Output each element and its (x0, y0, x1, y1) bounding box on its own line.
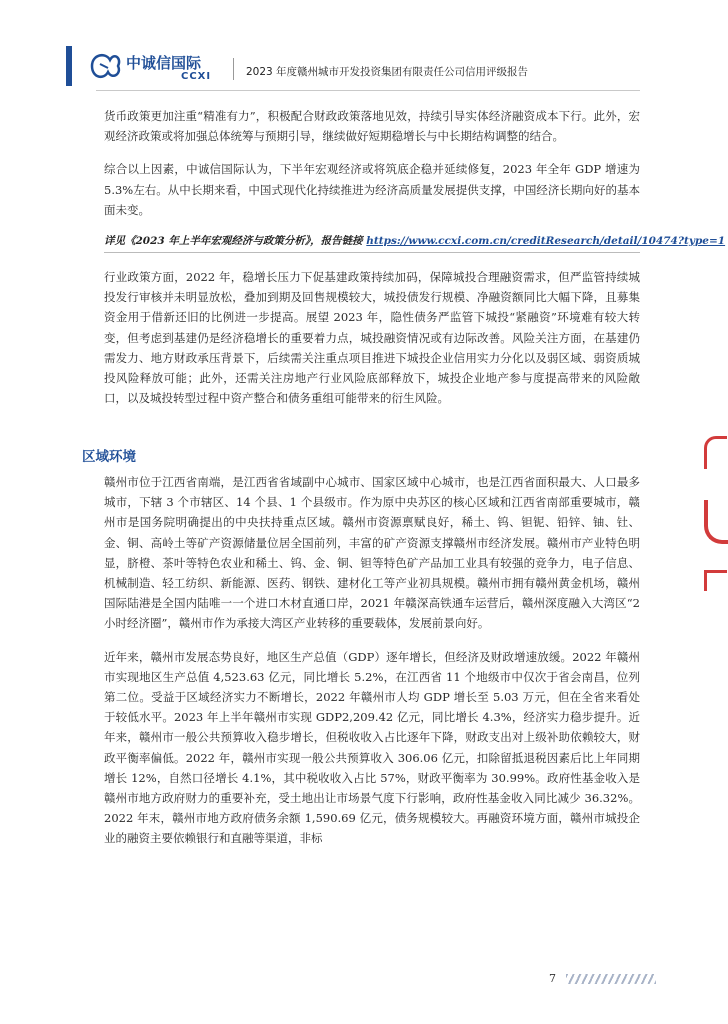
header-accent-bar (66, 46, 72, 86)
logo-english-name: CCXI (181, 71, 212, 82)
paragraph-ganzhou-economy: 近年来，赣州市发展态势良好，地区生产总值（GDP）逐年增长，但经济及财政增速放缓。2022 年赣州市实现地区生产总值 4,523.63 亿元，同比增长 5.2%，在江西省 11 个地级市中仅次于省会南昌，位列第二位。受益于区域经济实力不断增长，2022 年赣州市人均 GDP 增长至 5.03 万元，但在全省来看处于较低水平。2023 年上半年赣州市实现 GDP2,209.42 亿元，同比增长 4.3%，经济实力稳步提升。近年来，赣州市一般公共预算收入稳步增长，但税收收入占比逐年下降，财政支出对上级补助依赖较大，财政平衡率偏低。2022 年，赣州市实现一般公共预算收入 306.06 亿元，扣除留抵退税因素后比上年同期增长 12%，自然口径增长 4.1%，其中税收收入占比 57%，财政平衡率为 30.99%。政府性基金收入是赣州市地方政府财力的重要补充，受土地出让市场景气度下行影响，政府性基金收入同比减少 36.32%。2022 年末，赣州市地方政府债务余额 1,590.69 亿元，债务规模较大。再融资环境方面，赣州市城投企业的融资主要依赖银行和直融等渠道，非标 (104, 649, 640, 846)
ccxi-logo (84, 46, 234, 86)
page-number: 7 (549, 972, 556, 985)
seal-stamp-fragment (704, 570, 727, 591)
regional-section (104, 472, 640, 862)
seal-stamp-fragment (704, 500, 728, 544)
paragraph-ganzhou-overview: 赣州市位于江西省南端，是江西省省域副中心城市、国家区域中心城市，也是江西省面积最大、人口最多城市，下辖 3 个市辖区、14 个县、1 个县级市。作为原中央苏区的核心区域和江西省南部重要城市，赣州市是国务院明确提出的中央扶持重点区域。赣州市资源禀赋良好，稀土、钨、钽铌、铅锌、铀、钍、金、铜、高岭土等矿产资源储量位居全国前列，丰富的矿产资源支撑赣州市经济发展。赣州市产业特色明显，脐橙、茶叶等特色农业和稀土、钨、金、铜、钽等特色矿产品加工业具有较强的竞争力，电子信息、机械制造、轻工纺织、新能源、医药、钢铁、建材化工等产业初具规模。赣州市拥有赣州黄金机场，赣州国际陆港是全国内陆唯一一个进口木材直通口岸，2021 年赣深高铁通车运营后，赣州深度融入大湾区“2 小时经济圈”，赣州市作为承接大湾区产业转移的重要载体，发展前景向好。 (104, 475, 640, 631)
paragraph-gdp-outlook: 综合以上因素，中诚信国际认为，下半年宏观经济或将筑底企稳并延续修复，2023 年全年 GDP 增速为 5.3%左右。从中长期来看，中国式现代化持续推进为经济高质量发展提供支撑，中国经济长期向好的基本面未变。 (104, 162, 640, 217)
logo-chinese-name: 中诚信国际 (126, 54, 202, 72)
report-link-label: 详见《2023 年上半年宏观经济与政策分析》，报告链接 (104, 235, 363, 248)
report-title: 2023 年度赣州城市开发投资集团有限责任公司信用评级报告 (246, 66, 529, 78)
footer-decoration (566, 974, 656, 984)
logo-mark-icon (84, 46, 124, 86)
paragraph-industry-policy: 行业政策方面，2022 年，稳增长压力下促基建政策持续加码，保障城投合理融资需求，但严监管持续城投发行审核并未明显放松，叠加到期及回售规模较大，城投债发行规模、净融资额同比大幅下降，且募集资金用于借新还旧的比例进一步提高。展望 2023 年，隐性债务严监管下城投“紧融资”环境难有较大转变，但考虑到基建仍是经济稳增长的重要着力点，城投融资情况或有边际改善。风险关注方面，在基建仍需发力、地方财政承压背景下，后续需关注重点项目推进下城投企业信用实力分化以及弱区域、弱资质城投风险释放可能；此外，还需关注房地产行业风险底部释放下，城投企业地产参与度提高带来的风险敞口，以及城投转型过程中资产整合和债务重组可能带来的衍生风险。 (104, 270, 640, 406)
macro-section (104, 106, 726, 421)
header-divider (233, 58, 234, 80)
report-link-note (104, 233, 726, 253)
header-rule (96, 90, 640, 91)
paragraph-monetary-policy: 货币政策更加注重“精准有力”，积极配合财政政策落地见效，持续引导实体经济融资成本下行。此外，宏观经济政策或将加强总体统筹与预期引导，继续做好短期稳增长与中长期结构调整的结合。 (104, 109, 640, 144)
section-title-regional-environment: 区域环境 (82, 449, 136, 465)
seal-stamp-fragment (704, 436, 727, 469)
report-link[interactable]: https://www.ccxi.com.cn/creditResearch/detail/10474?type=1 (366, 235, 726, 248)
